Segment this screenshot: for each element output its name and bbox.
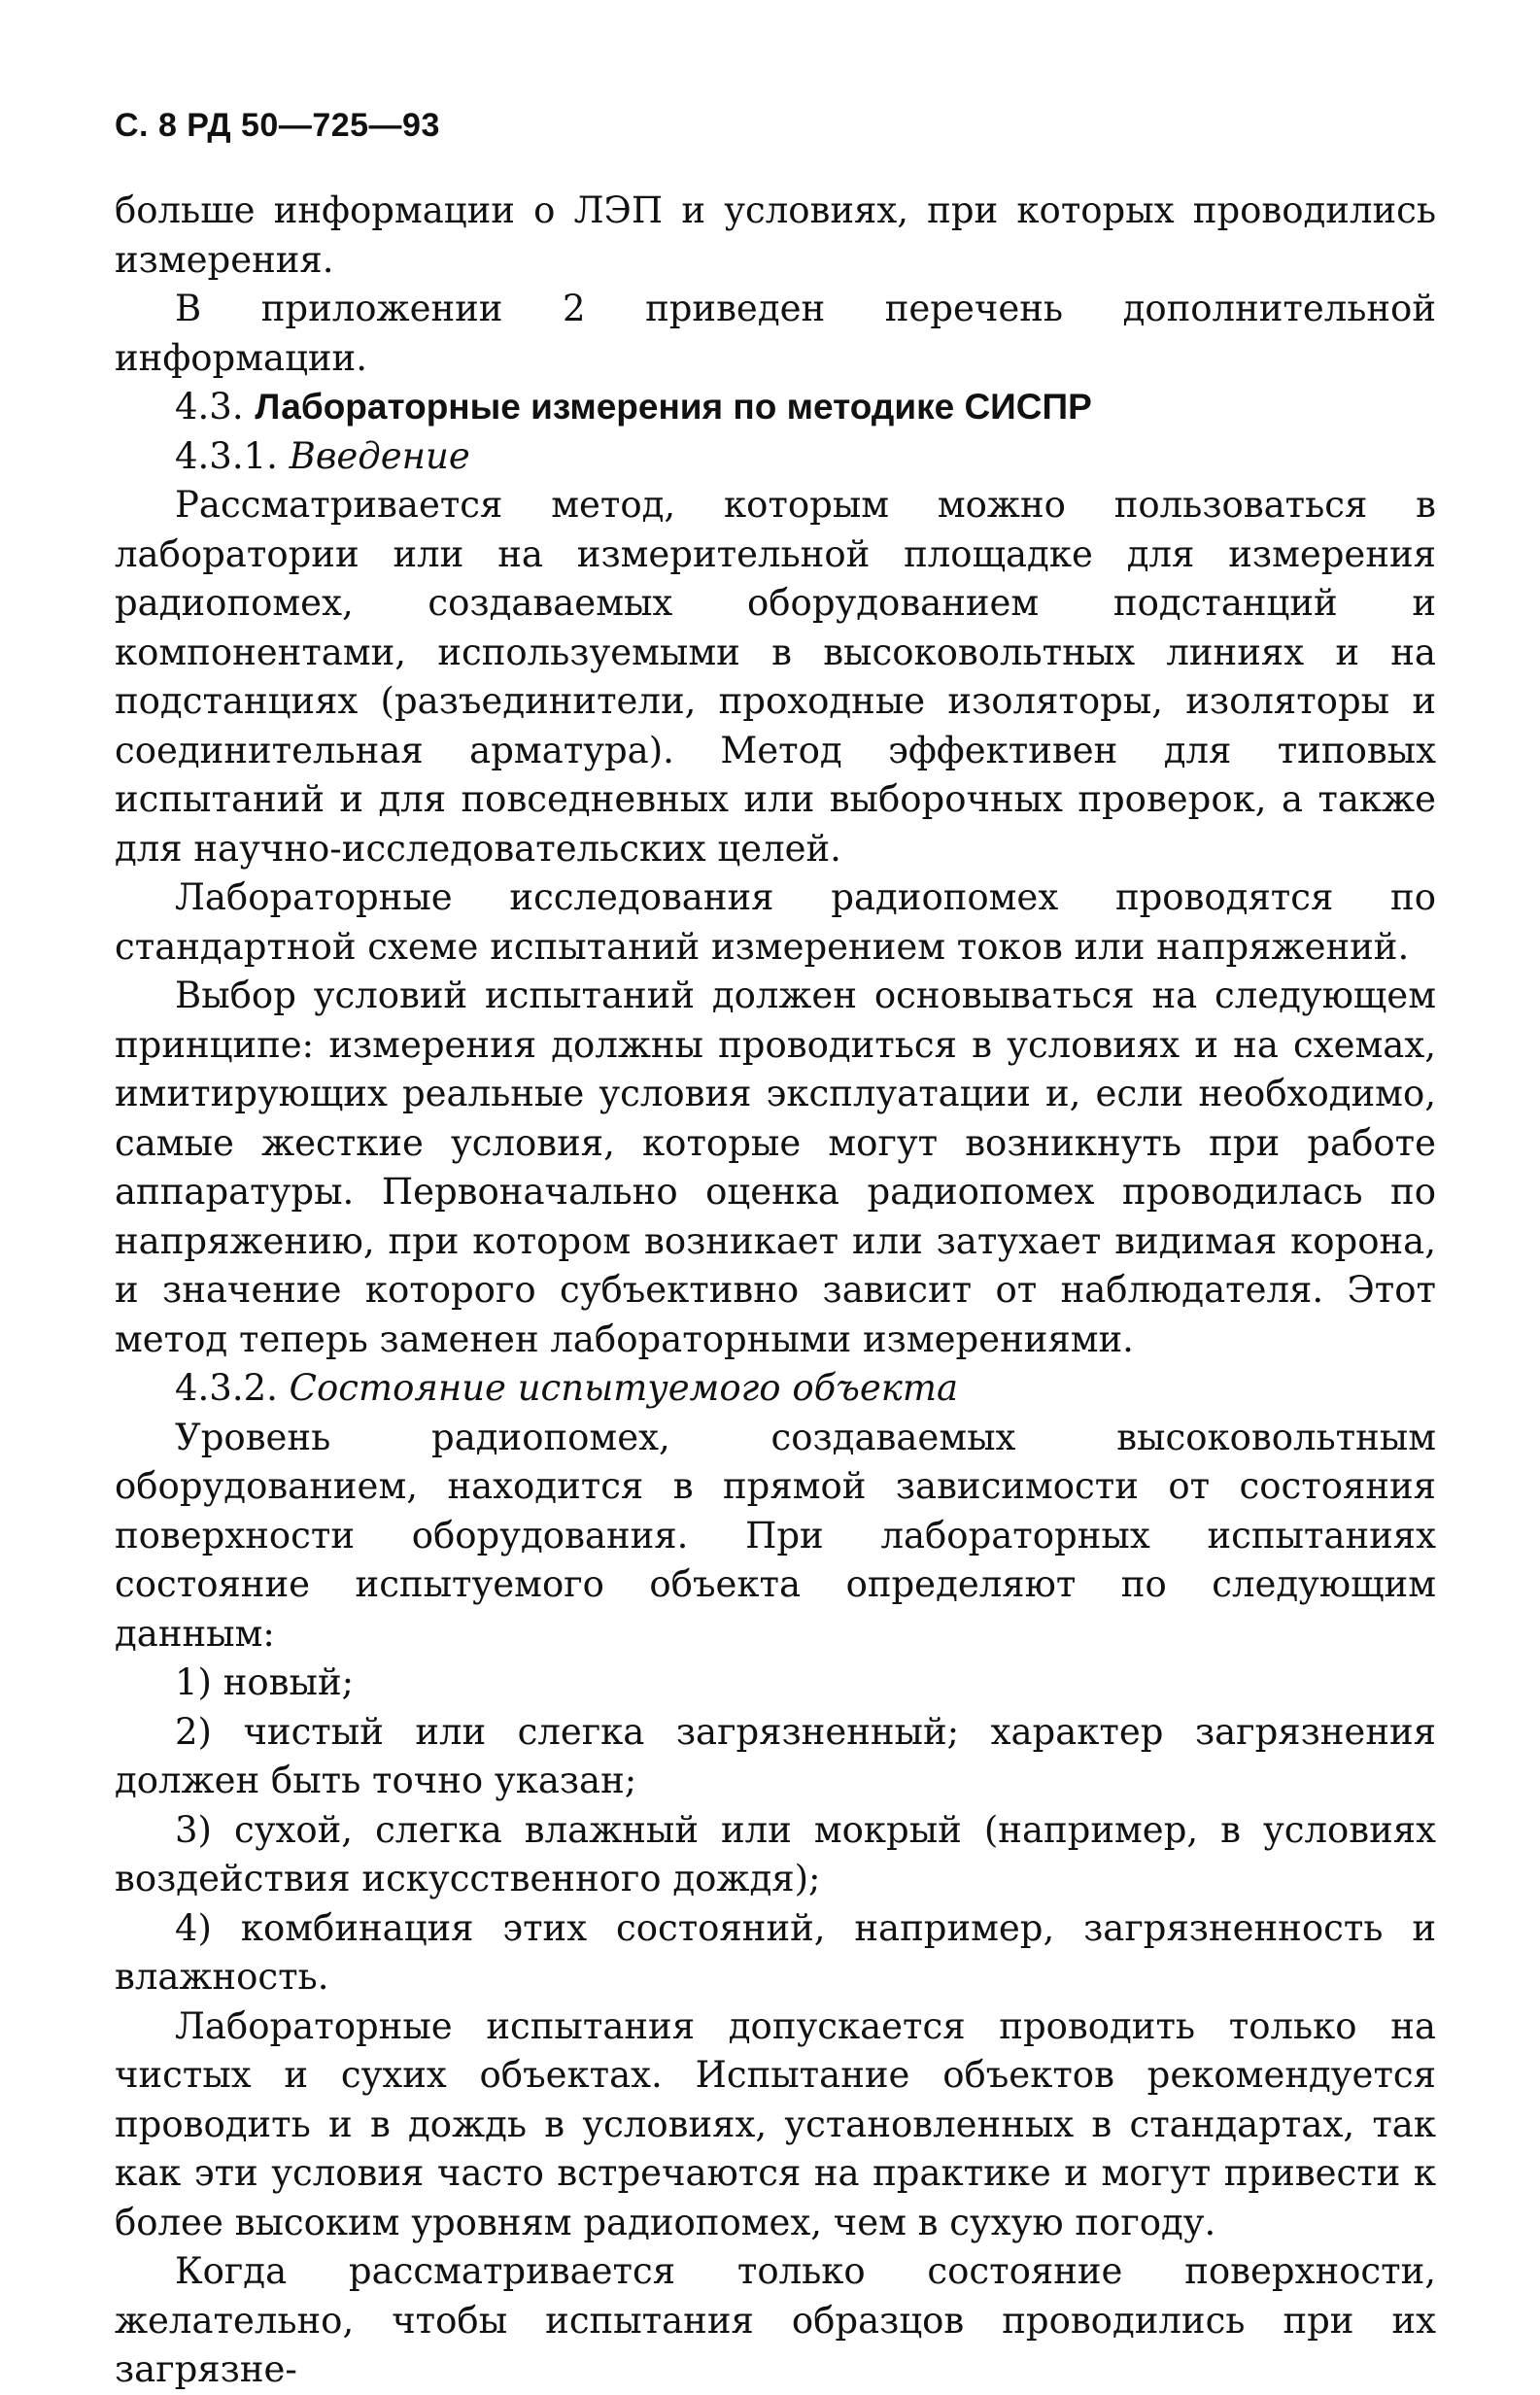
list-item: 3) сухой, слегка влажный или мокрый (например, в условиях воздействия искусственного дождя); bbox=[115, 1808, 1436, 1899]
paragraph: В приложении 2 приведен перечень дополнительной информации. bbox=[115, 288, 1436, 379]
list-item: 2) чистый или слегка загрязненный; характер загрязнения должен быть точно указан; bbox=[115, 1710, 1436, 1801]
subsection-title: Состояние испытуемого объекта bbox=[289, 1367, 959, 1409]
paragraph: Уровень радиопомех, создаваемых высоковольтным оборудованием, находится в прямой зависимости от состояния поверхности оборудования. При лабораторных испытаниях состояние испытуемого объекта определяют по следующим данным: bbox=[115, 1416, 1436, 1655]
running-head: С. 8 РД 50—725—93 bbox=[115, 107, 440, 144]
subsection-heading-4-3-2 bbox=[115, 1364, 1436, 1414]
paragraph: Рассматривается метод, которым можно пользоваться в лаборатории или на измерительной площадке для измерения радиопомех, создаваемых оборудованием подстанций и компонентами, используемыми в высоковольтных линиях и на подстанциях (разъединители, проходные изоляторы, изоляторы и соединительная арматура). Метод эффективен для типовых испытаний и для повседневных или выборочных проверок, а также для научно-исследовательских целей. bbox=[115, 484, 1436, 870]
subsection-number: 4.3.1. bbox=[175, 434, 278, 477]
list-item: 1) новый; bbox=[175, 1661, 355, 1703]
list-item: 4) комбинация этих состояний, например, загрязненность и влажность. bbox=[115, 1906, 1436, 1998]
subsection-title: Введение bbox=[289, 434, 470, 477]
subsection-number: 4.3.2. bbox=[175, 1367, 278, 1409]
paragraph: Лабораторные испытания допускается проводить только на чистых и сухих объектах. Испытание объектов рекомендуется проводить и в дождь в условиях, установленных в стандартах, так как эти условия часто встречаются на практике и могут привести к более высоким уровням радиопомех, чем в сухую погоду. bbox=[115, 2004, 1436, 2243]
paragraph: больше информации о ЛЭП и условиях, при которых проводились измерения. bbox=[115, 189, 1436, 281]
section-number: 4.3. bbox=[175, 386, 244, 428]
document-body bbox=[115, 187, 1436, 2395]
paragraph: Когда рассматривается только состояние поверхности, желательно, чтобы испытания образцов проводились при их загрязне- bbox=[115, 2250, 1436, 2390]
subsection-heading-4-3-1 bbox=[115, 432, 1436, 482]
paragraph: Выбор условий испытаний должен основываться на следующем принципе: измерения должны проводиться в условиях и на схемах, имитирующих реальные условия эксплуатации и, если необходимо, самые жесткие условия, которые могут возникнуть при работе аппаратуры. Первоначально оценка радиопомех проводилась по напряжению, при котором возникает или затухает видимая корона, и значение которого субъективно зависит от наблюдателя. Этот метод теперь заменен лабораторными измерениями. bbox=[115, 975, 1436, 1360]
paragraph: Лабораторные исследования радиопомех проводятся по стандартной схеме испытаний измерением токов или напряжений. bbox=[115, 876, 1436, 968]
section-title: Лабораторные измерения по методике СИСПР bbox=[255, 387, 1092, 427]
section-heading-4-3 bbox=[115, 383, 1436, 432]
